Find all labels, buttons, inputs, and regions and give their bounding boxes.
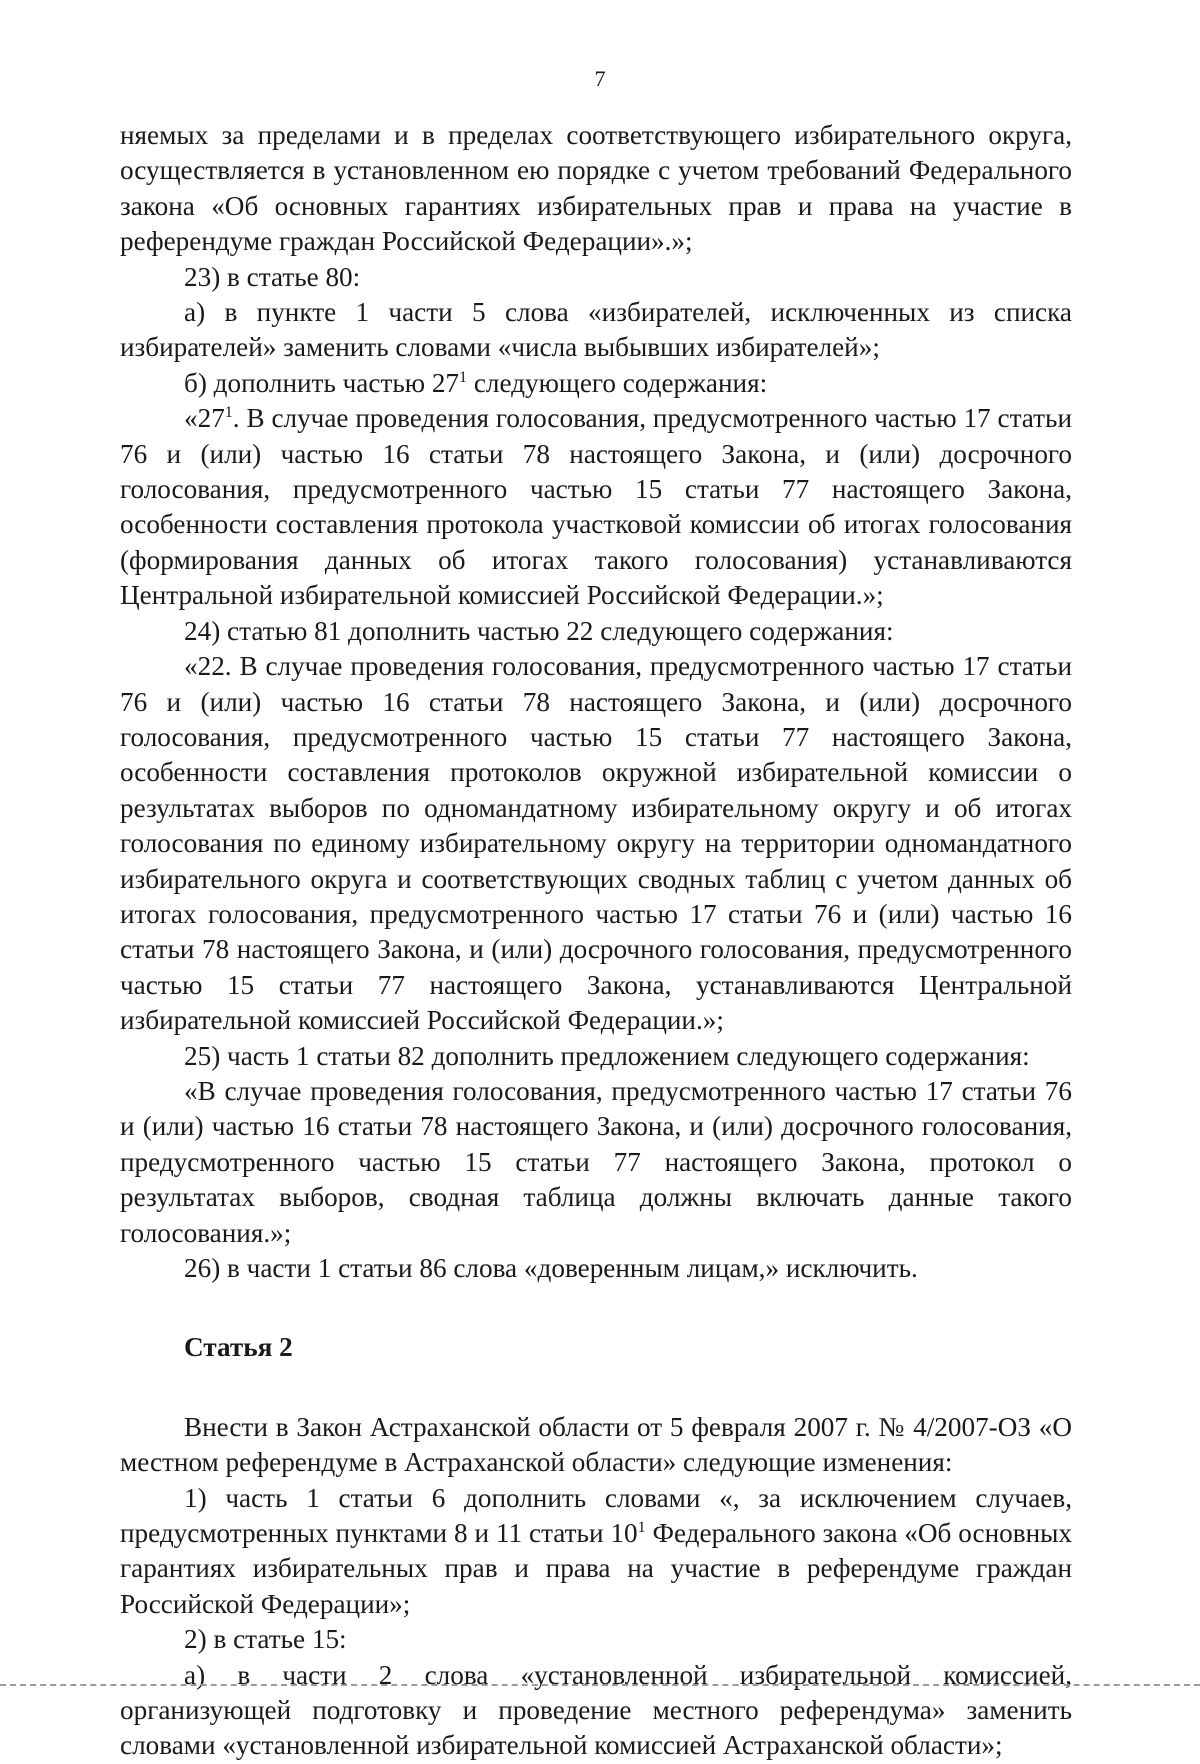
paragraph-item-24: 24) статью 81 дополнить частью 22 следующего содержания: [184,615,894,646]
paragraph-item-26: 26) в части 1 статьи 86 слова «доверенным лицам,» исключить. [184,1253,918,1283]
paragraph-item-23: 23) в статье 80: [184,261,361,292]
spacer [120,1366,1072,1410]
paragraph-item-23b [120,366,1072,401]
spacer [120,1286,1072,1330]
text-fragment: «27 [184,403,225,434]
page-number: 7 [594,66,606,91]
superscript: 1 [637,1518,646,1536]
text-fragment: б) дополнить частью 27 [184,367,460,398]
paragraph-continuation: няемых за пределами и в пределах соответствующего избирательного округа, осуществляется в установленном ею порядке с учетом требований Федерального закона «Об основных гарантиях избирательных прав и права на участие в референдуме граждан Российской Федерации».»; [120,120,1072,257]
text-fragment: 1) часть 1 статьи 6 дополнить словами «, за исключением случаев, предусмотренных пунктами 8 и 11 статьи 10 [120,1482,1072,1549]
paragraph-article2-item-2: 2) в статье 15: [184,1624,347,1655]
text-fragment: Федерального закона «Об основных гарантиях избирательных прав и права на участие в референдуме граждан Российской Федерации»; [120,1518,1072,1619]
superscript: 1 [224,404,233,422]
paragraph-part-22: «22. В случае проведения голосования, предусмотренного частью 17 статьи 76 и (или) частью 16 статьи 78 настоящего Закона, и (или) досрочного голосования, предусмотренного частью 15 статьи 77 настоящего Закона, особенности составления протоколов окружной избирательной комиссии о результатах выборов по одномандатному избирательному округу и об итогах голосования по единому избирательному округу на территории одномандатного избирательного округа и соответствующих сводных таблиц с учетом данных об итогах голосования, предусмотренного частью 17 статьи 76 и (или) частью 16 статьи 78 настоящего Закона, и (или) досрочного голосования, предусмотренного частью 15 статьи 77 настоящего Закона, устанавливаются Центральной избирательной комиссией Российской Федерации.»; [120,651,1072,1036]
text-fragment: . В случае проведения голосования, предусмотренного частью 17 статьи 76 и (или) частью 16 статьи 78 настоящего Закона, и (или) досрочного голосования, предусмотренного частью 15 статьи 77 настоящего Закона, особенности составления протокола участковой комиссии об итогах голосования (формирования данных об итогах такого голосования) устанавливаются Центральной избирательной комиссией Российской Федерации.»; [120,403,1072,611]
text-fragment: следующего содержания: [467,367,768,398]
document-body [120,118,1072,1764]
scan-edge-rule [0,1684,1200,1686]
superscript: 1 [459,368,468,386]
article-heading: Статья 2 [184,1332,293,1363]
paragraph-item-23a: а) в пункте 1 части 5 слова «избирателей, исключенных из списка избирателей» заменить словами «числа выбывших избирателей»; [120,297,1072,363]
paragraph-article2-intro: Внести в Закон Астраханской области от 5 февраля 2007 г. № 4/2007-ОЗ «О местном референдуме в Астраханской области» следующие изменения: [120,1411,1072,1478]
paragraph-quote-82: «В случае проведения голосования, предусмотренного частью 17 статьи 76 и (или) частью 16 статьи 78 настоящего Закона, и (или) досрочного голосования, предусмотренного частью 15 статьи 77 настоящего Закона, протокол о результатах выборов, сводная таблица должны включать данные такого голосования.»; [120,1075,1072,1248]
paragraph-part-27-1 [120,401,1072,613]
paragraph-item-25: 25) часть 1 статьи 82 дополнить предложением следующего содержания: [184,1040,1030,1071]
paragraph-article2-item-2a: а) в части 2 слова «установленной избирательной комиссией, организующей подготовку и проведение местного референдума» заменить словами «установленной избирательной комиссией Астраханской области»; [120,1659,1072,1761]
paragraph-article2-item-1 [120,1481,1072,1623]
